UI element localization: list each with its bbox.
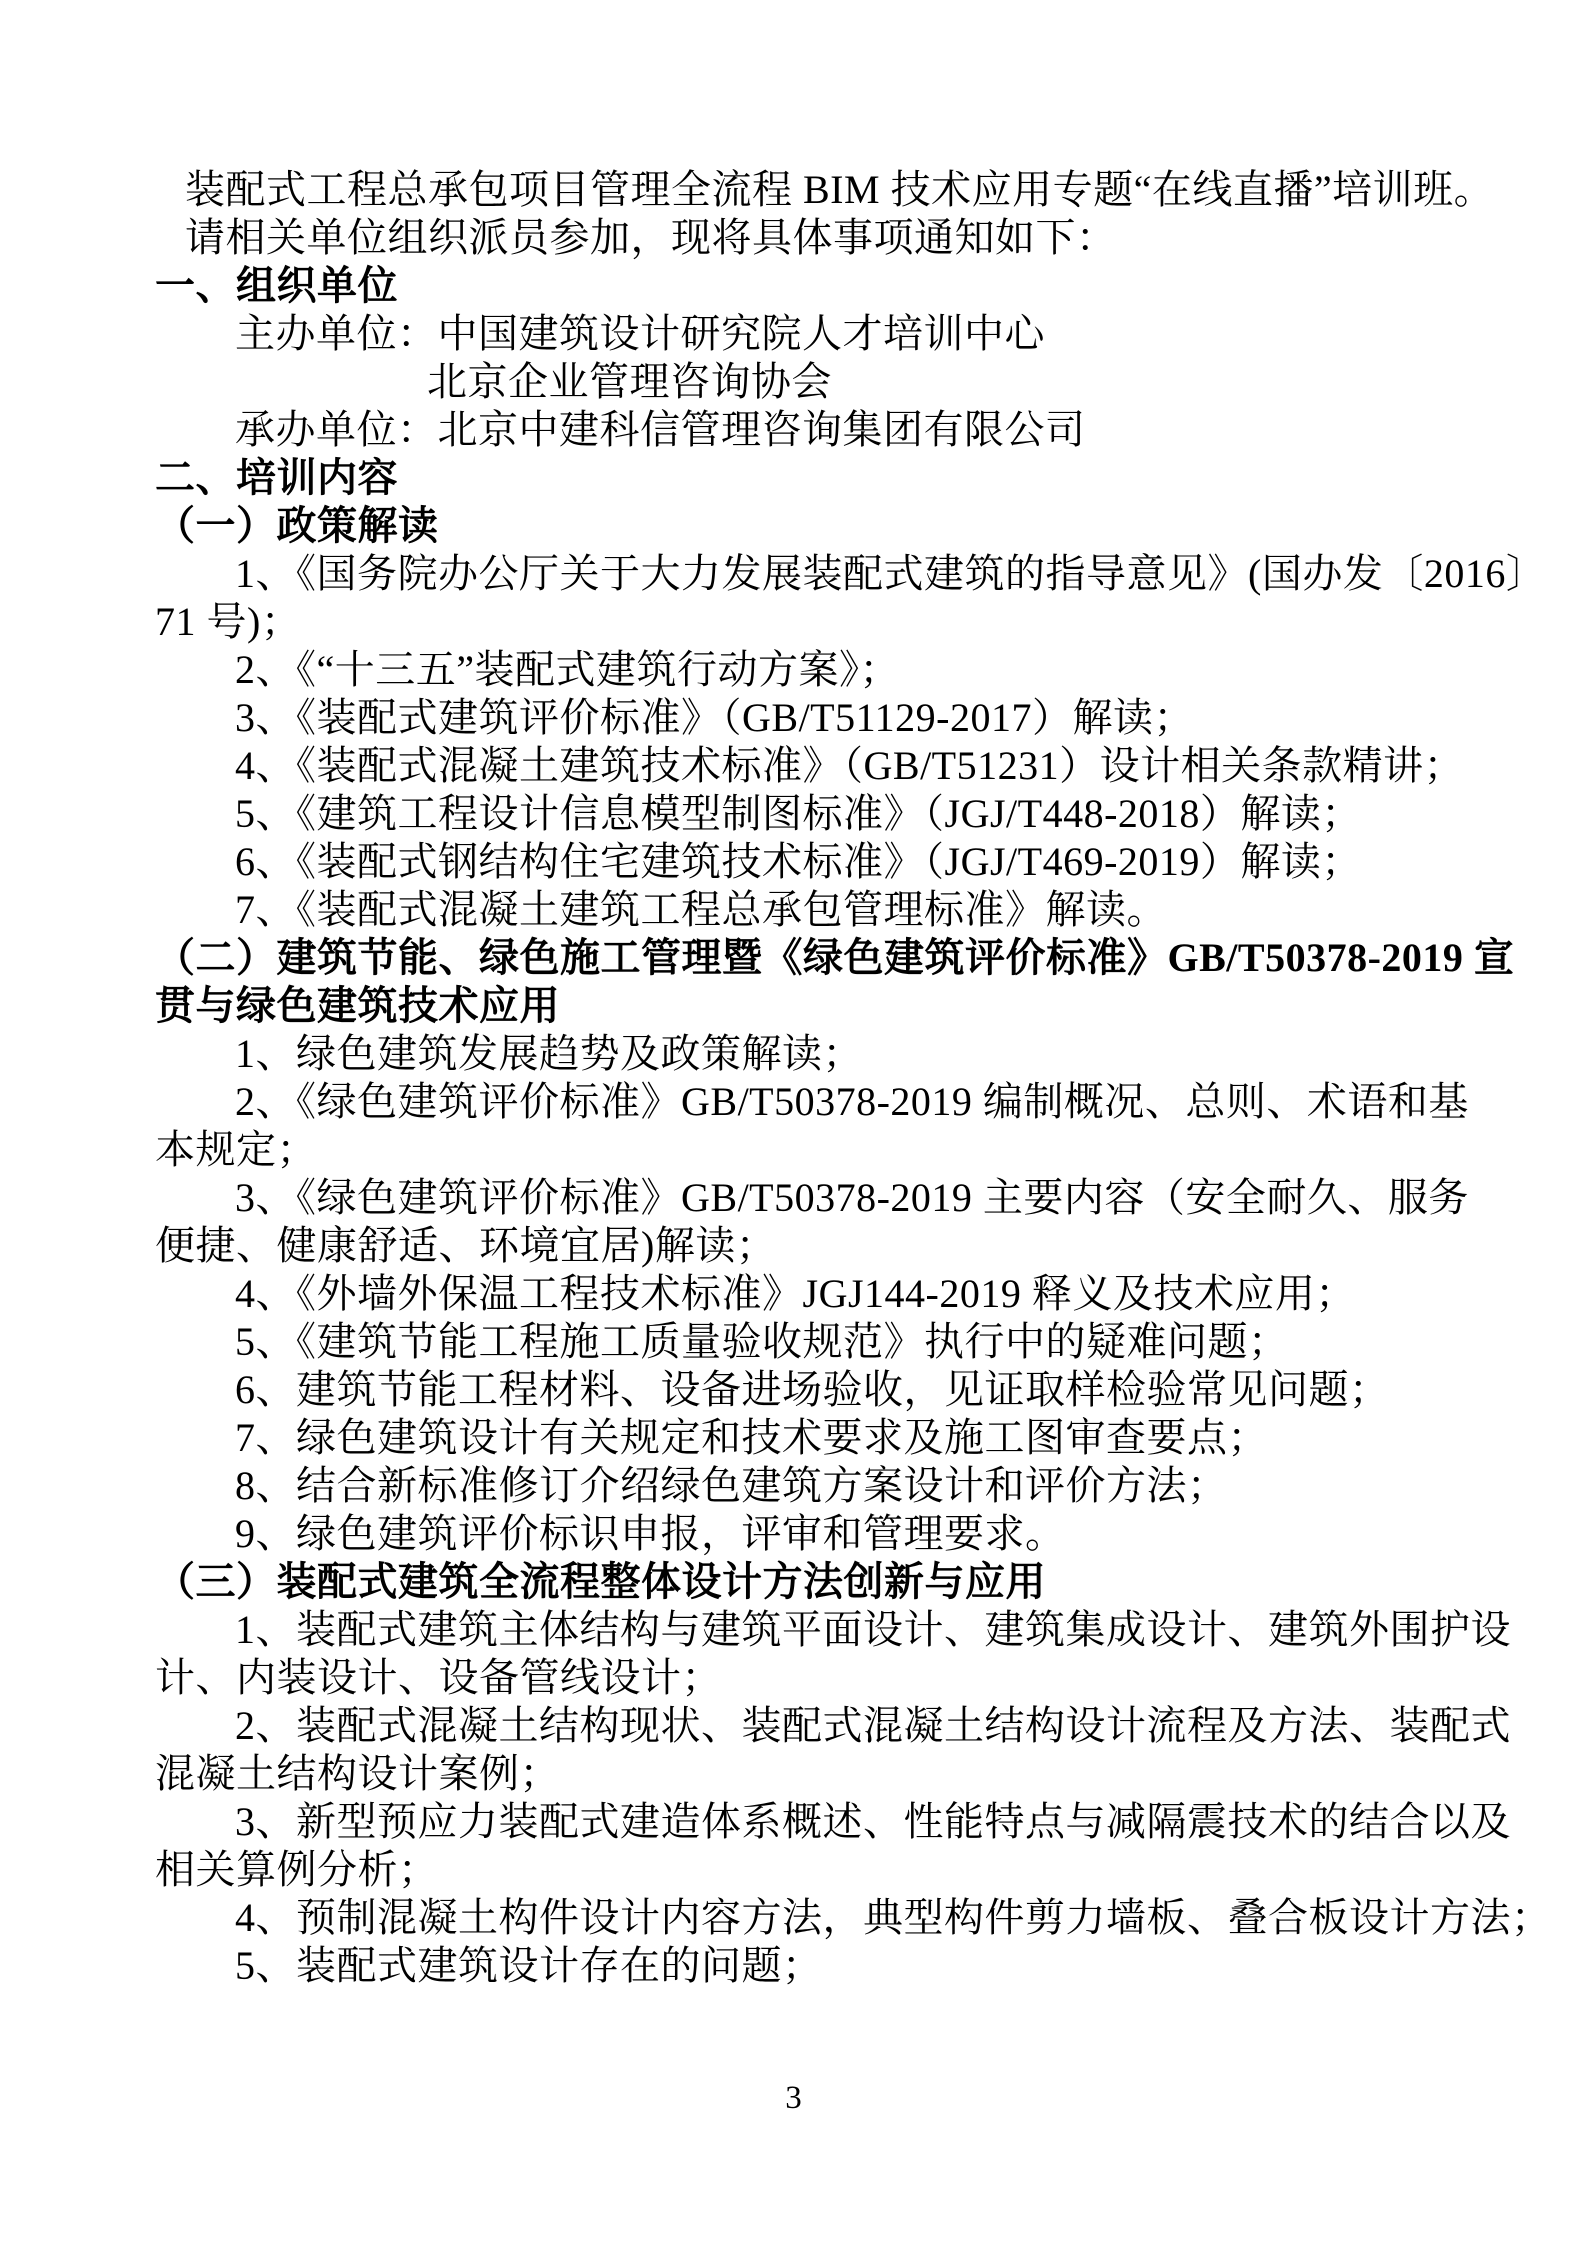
text-line: 1、《国务院办公厅关于大力发展装配式建筑的指导意见》(国办发〔2016〕 bbox=[235, 551, 1547, 596]
text-line: 2、《“十三五”装配式建筑行动方案》； bbox=[235, 647, 901, 692]
section-heading-line: 一、组织单位 bbox=[155, 263, 398, 308]
text-line: 1、装配式建筑主体结构与建筑平面设计、建筑集成设计、建筑外围护设 bbox=[235, 1607, 1511, 1652]
text-line: 计、内装设计、设备管线设计； bbox=[155, 1655, 722, 1700]
section-heading-line: （一）政策解读 bbox=[155, 503, 439, 548]
text-line: 3、《绿色建筑评价标准》GB/T50378-2019 主要内容（安全耐久、服务 bbox=[235, 1175, 1469, 1220]
text-line: 2、《绿色建筑评价标准》GB/T50378-2019 编制概况、总则、术语和基 bbox=[235, 1079, 1469, 1124]
text-line: 主办单位：中国建筑设计研究院人才培训中心 bbox=[235, 311, 1045, 356]
text-line: 便捷、健康舒适、环境宜居)解读； bbox=[155, 1223, 777, 1268]
section-heading-line: 二、培训内容 bbox=[155, 455, 398, 500]
section-heading-line: （二）建筑节能、绿色施工管理暨《绿色建筑评价标准》GB/T50378-2019 宣 bbox=[155, 935, 1515, 980]
document-body bbox=[155, 166, 1552, 1990]
text-line: 4、《外墙外保温工程技术标准》JGJ144-2019 释义及技术应用； bbox=[235, 1271, 1356, 1316]
page-number: 3 bbox=[785, 2080, 802, 2116]
text-line: 3、新型预应力装配式建造体系概述、性能特点与减隔震技术的结合以及 bbox=[235, 1799, 1511, 1844]
text-line: 5、《建筑工程设计信息模型制图标准》（JGJ/T448-2018）解读； bbox=[235, 791, 1362, 836]
text-line: 本规定； bbox=[155, 1127, 317, 1172]
text-line: 请相关单位组织派员参加，现将具体事项通知如下： bbox=[185, 215, 1117, 260]
text-line: 4、预制混凝土构件设计内容方法，典型构件剪力墙板、叠合板设计方法； bbox=[235, 1895, 1552, 1940]
text-line: 1、绿色建筑发展趋势及政策解读； bbox=[235, 1031, 863, 1076]
text-line: 承办单位：北京中建科信管理咨询集团有限公司 bbox=[235, 407, 1086, 452]
text-line: 2、装配式混凝土结构现状、装配式混凝土结构设计流程及方法、装配式 bbox=[235, 1703, 1511, 1748]
text-line: 7、绿色建筑设计有关规定和技术要求及施工图审查要点； bbox=[235, 1415, 1268, 1460]
text-line: 3、《装配式建筑评价标准》（GB/T51129-2017）解读； bbox=[235, 695, 1194, 740]
text-line: 北京企业管理咨询协会 bbox=[427, 359, 832, 404]
text-line: 5、装配式建筑设计存在的问题； bbox=[235, 1943, 823, 1988]
text-line: 9、绿色建筑评价标识申报，评审和管理要求。 bbox=[235, 1511, 1066, 1556]
text-line: 6、《装配式钢结构住宅建筑技术标准》（JGJ/T469-2019）解读； bbox=[235, 839, 1362, 884]
text-line: 相关算例分析； bbox=[155, 1847, 439, 1892]
section-heading-line: （三）装配式建筑全流程整体设计方法创新与应用 bbox=[155, 1559, 1046, 1604]
text-line: 6、建筑节能工程材料、设备进场验收，见证取样检验常见问题； bbox=[235, 1367, 1390, 1412]
text-line: 装配式工程总承包项目管理全流程 BIM 技术应用专题“在线直播”培训班。 bbox=[185, 167, 1495, 212]
text-line: 混凝土结构设计案例； bbox=[155, 1751, 560, 1796]
text-line: 7、《装配式混凝土建筑工程总承包管理标准》解读。 bbox=[235, 887, 1167, 932]
text-line: 8、结合新标准修订介绍绿色建筑方案设计和评价方法； bbox=[235, 1463, 1228, 1508]
text-line: 5、《建筑节能工程施工质量验收规范》执行中的疑难问题； bbox=[235, 1319, 1289, 1364]
text-line: 71 号)； bbox=[155, 599, 302, 644]
section-heading-line: 贯与绿色建筑技术应用 bbox=[155, 983, 560, 1028]
text-line: 4、《装配式混凝土建筑技术标准》（GB/T51231）设计相关条款精讲； bbox=[235, 743, 1465, 788]
